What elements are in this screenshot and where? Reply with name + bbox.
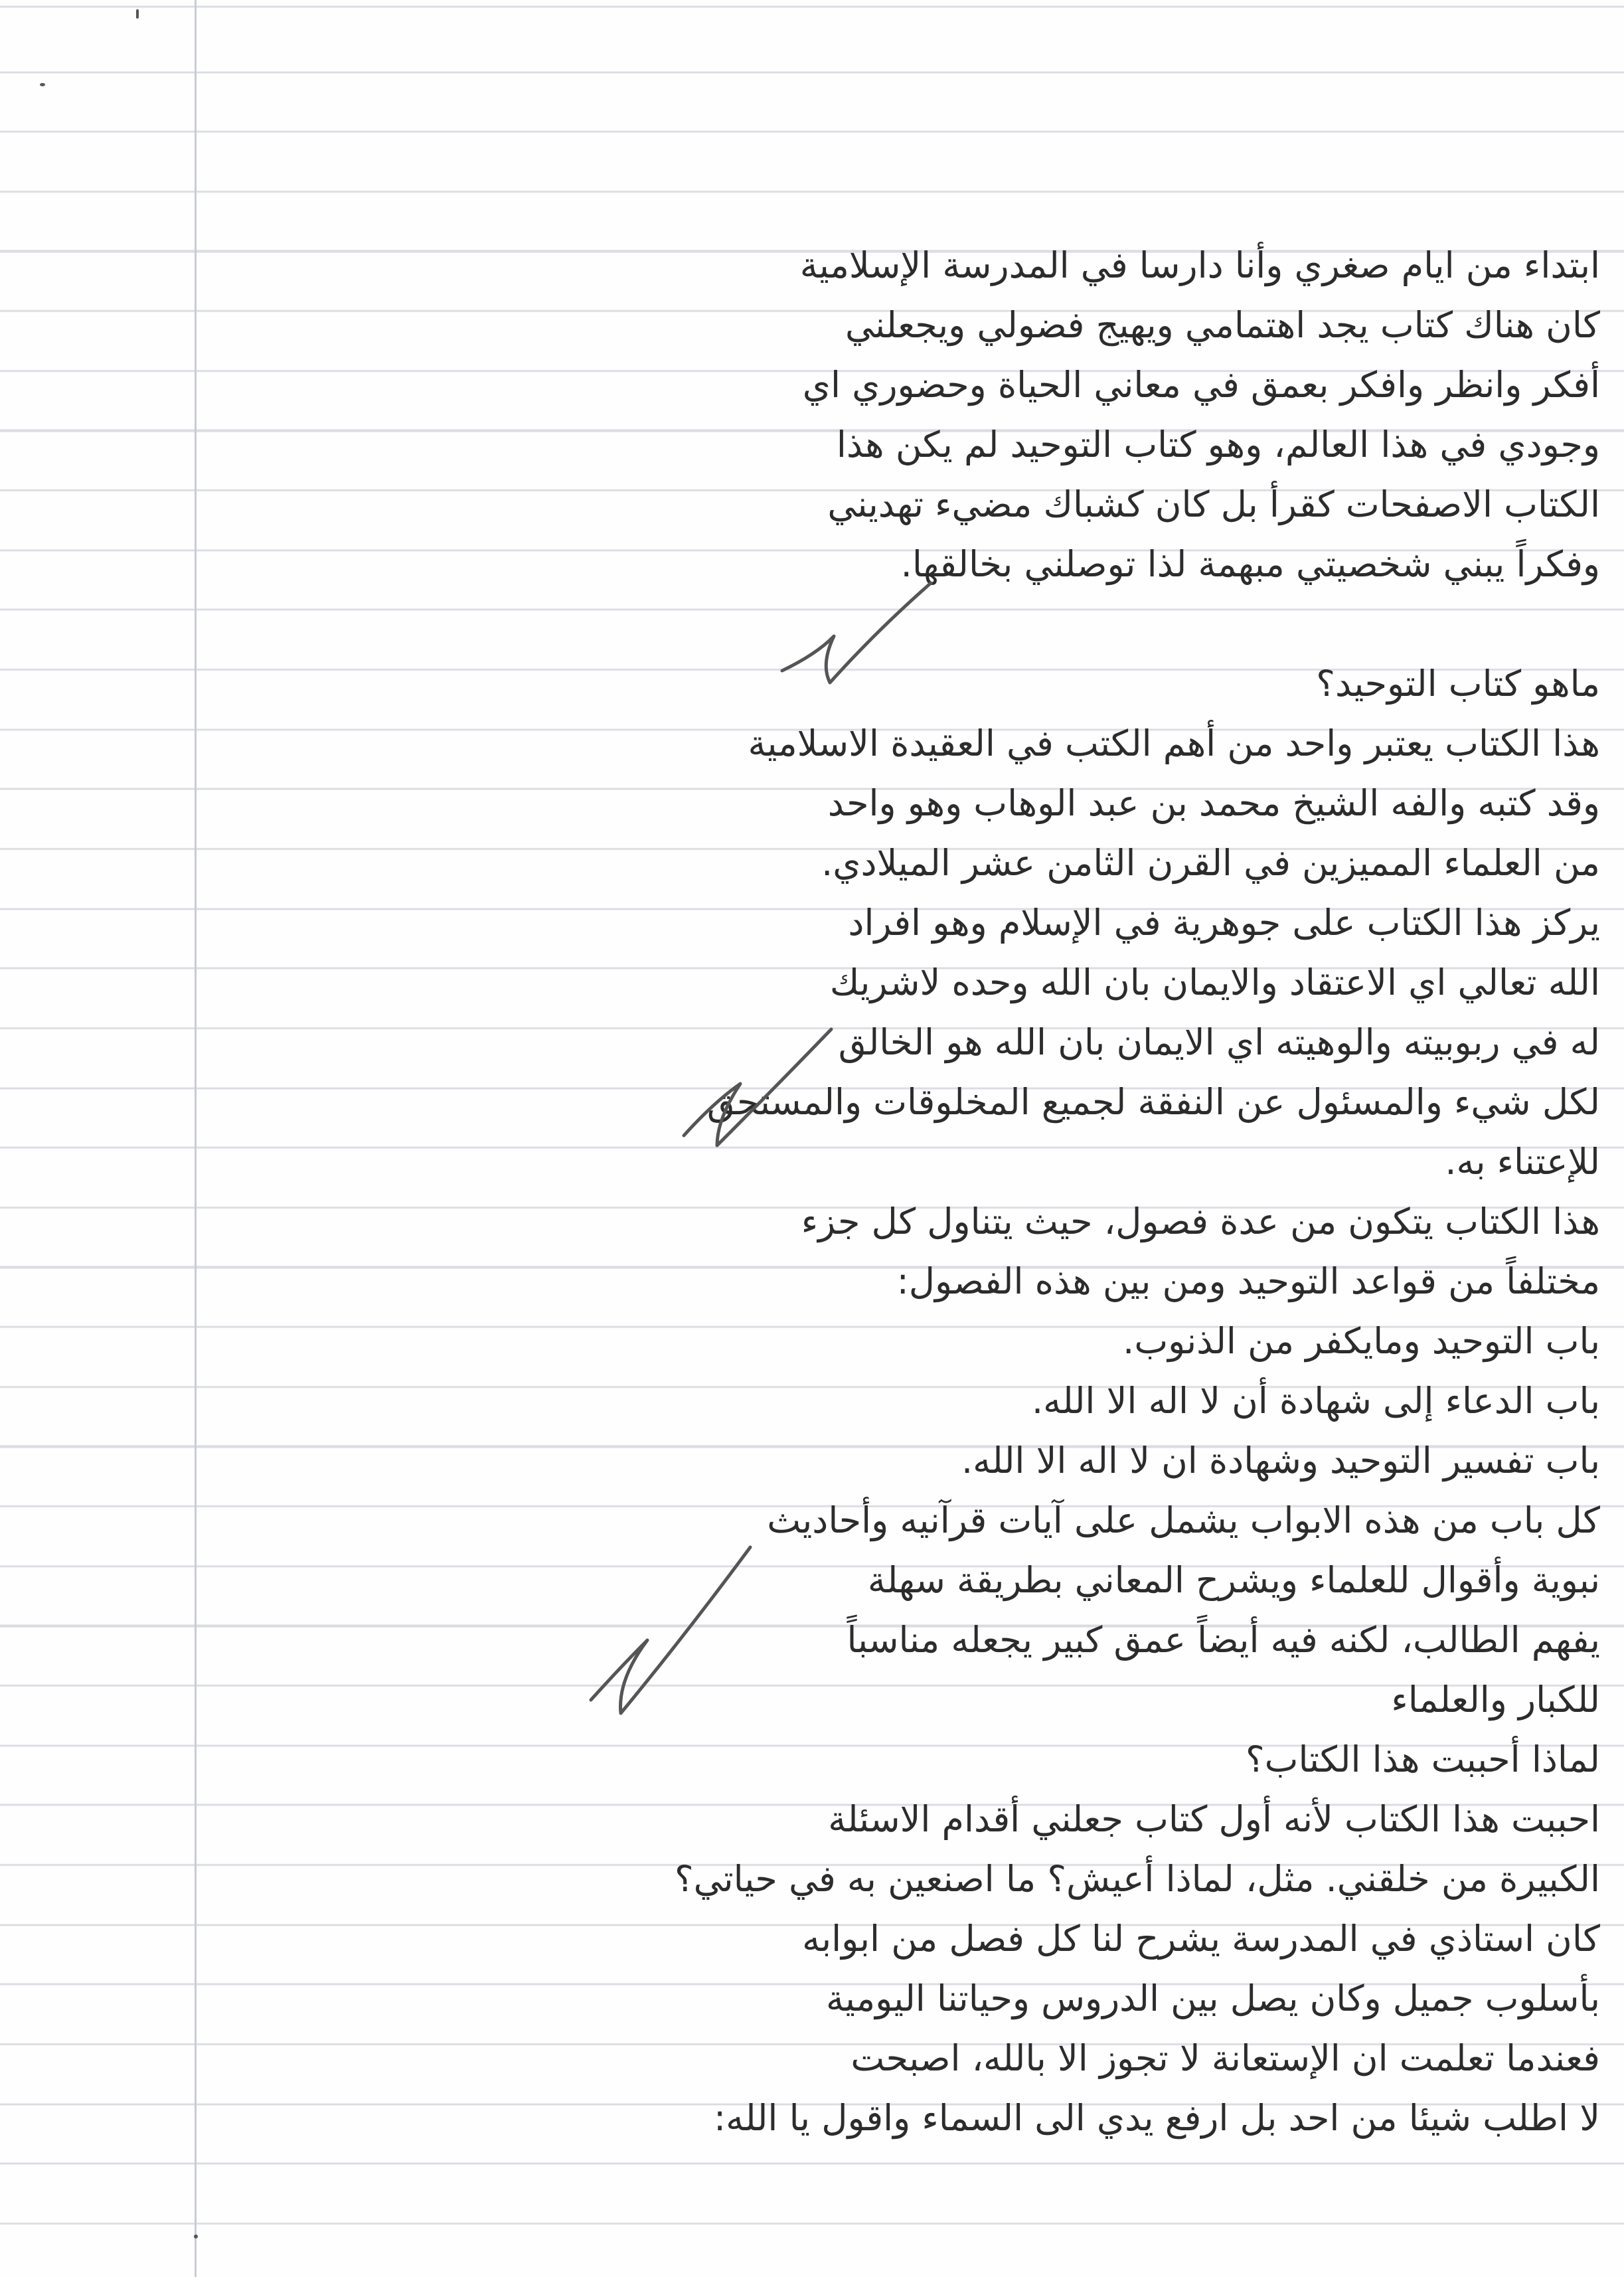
text-line-24: يفهم الطالب، لكنه فيه أيضاً عمق كبير يجعله مناسباً	[847, 1619, 1600, 1661]
text-line-4: وجودي في هذا العالم، وهو كتاب التوحيد لم يكن هذا	[836, 424, 1600, 465]
chapter-list-item-1: باب التوحيد ومايكفر من الذنوب.	[1123, 1320, 1600, 1362]
text-line-11: من العلماء المميزين في القرن الثامن عشر الميلادي.	[821, 842, 1600, 884]
text-line-18: مختلفاً من قواعد التوحيد ومن بين هذه الفصول:	[896, 1260, 1600, 1302]
text-line-5: الكتاب الاصفحات كقرأ بل كان كشباك مضيء تهديني	[827, 483, 1600, 525]
text-line-27: احببت هذا الكتاب لأنه أول كتاب جعلني أقدام الاسئلة	[828, 1798, 1600, 1840]
section-heading-what-is-kitab-al-tawhid: ماهو كتاب التوحيد؟	[1316, 663, 1600, 705]
text-line-6: وفكراً يبني شخصيتي مبهمة لذا توصلني بخالقها.	[900, 543, 1600, 585]
section-heading-why-i-loved-this-book: لماذا أحببت هذا الكتاب؟	[1245, 1738, 1600, 1780]
text-line-2: كان هناك كتاب يجد اهتمامي ويهيج فضولي ويجعلني	[845, 304, 1600, 346]
grader-check-mark	[677, 1009, 837, 1155]
text-line-16: للإعتناء به.	[1445, 1141, 1600, 1183]
text-line-15: لكل شيء والمسئول عن النفقة لجميع المخلوقات والمستحق	[706, 1081, 1600, 1123]
text-line-10: وقد كتبه والفه الشيخ محمد بن عبد الوهاب وهو واحد	[827, 782, 1600, 824]
text-line-30: بأسلوب جميل وكان يصل بين الدروس وحياتنا اليومية	[825, 1978, 1600, 2019]
text-line-32: لا اطلب شيئا من احد بل ارفع يدي الى السماء واقول يا الله:	[713, 2097, 1600, 2139]
text-line-29: كان استاذي في المدرسة يشرح لنا كل فصل من ابوابه	[802, 1918, 1600, 1960]
grader-check-mark	[584, 1527, 757, 1720]
text-line-31: فعندما تعلمت ان الإستعانة لا تجوز الا بالله، اصبحت	[851, 2037, 1600, 2079]
handwritten-text	[166, 236, 1600, 2148]
text-line-1: ابتداء من ايام صغري وأنا دارسا في المدرسة الإسلامية	[799, 244, 1600, 286]
paper-speck	[194, 2235, 198, 2238]
grader-check-mark	[777, 571, 936, 691]
text-line-13: الله تعالي اي الاعتقاد والايمان بان الله وحده لاشريك	[829, 962, 1600, 1003]
text-line-3: أفكر وانظر وافكر بعمق في معاني الحياة وحضوري اي	[802, 364, 1600, 406]
paper-tick	[136, 9, 139, 19]
chapter-list-item-3: باب تفسير التوحيد وشهادة ان لا اله الا الله.	[961, 1440, 1600, 1481]
text-line-28: الكبيرة من خلقني. مثل، لماذا أعيش؟ ما اصنعين به في حياتي؟	[674, 1858, 1600, 1900]
text-line-22: كل باب من هذه الابواب يشمل على آيات قرآنيه وأحاديث	[767, 1499, 1600, 1541]
text-line-17: هذا الكتاب يتكون من عدة فصول، حيث يتناول كل جزء	[801, 1201, 1600, 1242]
text-line-23: نبوية وأقوال للعلماء ويشرح المعاني بطريقة سهلة	[867, 1559, 1600, 1601]
paper-speck	[40, 83, 45, 86]
text-line-25: للكبار والعلماء	[1391, 1679, 1600, 1721]
text-line-9: هذا الكتاب يعتبر واحد من أهم الكتب في العقيدة الاسلامية	[748, 722, 1600, 764]
chapter-list-item-2: باب الدعاء إلى شهادة أن لا اله الا الله.	[1031, 1380, 1600, 1422]
text-line-12: يركز هذا الكتاب على جوهرية في الإسلام وهو افراد	[848, 902, 1600, 944]
text-line-14: له في ربوبيته والوهيته اي الايمان بان الله هو الخالق	[838, 1021, 1600, 1063]
